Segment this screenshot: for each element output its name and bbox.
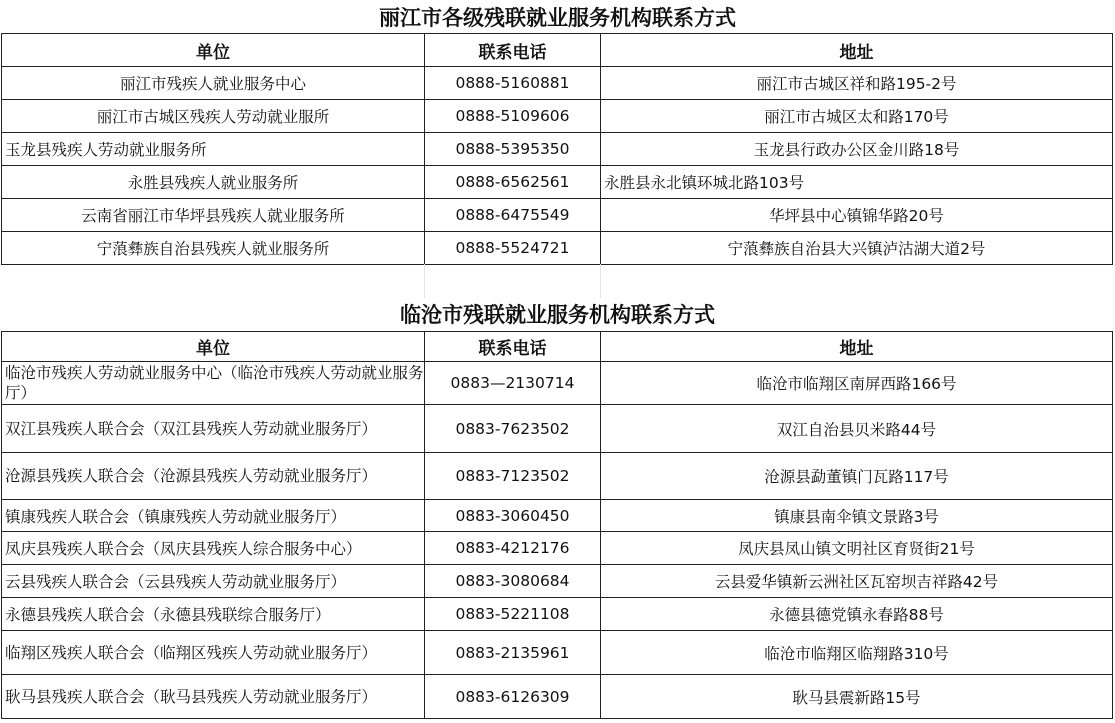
address-cell: 玉龙县行政办公区金川路18号	[601, 133, 1113, 166]
unit-cell: 镇康残疾人联合会（镇康残疾人劳动就业服务厅）	[2, 500, 425, 532]
phone-cell: 0883-7123502	[425, 453, 601, 500]
header-address: 地址	[601, 34, 1113, 67]
table-row	[2, 133, 1113, 166]
lijiang-title: 丽江市各级残联就业服务机构联系方式	[379, 6, 736, 30]
address-cell: 云县爱华镇新云洲社区瓦窑坝吉祥路42号	[601, 565, 1113, 598]
empty-spacer-rows	[1, 264, 1112, 298]
lincang-table	[1, 331, 1113, 719]
table-row	[2, 232, 1113, 265]
table-row	[2, 453, 1113, 500]
address-cell: 沧源县勐董镇门瓦路117号	[601, 453, 1113, 500]
address-cell: 宁蒗彝族自治县大兴镇泸沽湖大道2号	[601, 232, 1113, 265]
phone-cell: 0883-5221108	[425, 598, 601, 631]
unit-cell: 临翔区残疾人联合会（临翔区残疾人劳动就业服务厅）	[2, 631, 425, 675]
address-cell: 永德县德党镇永春路88号	[601, 598, 1113, 631]
unit-cell: 丽江市残疾人就业服务中心	[2, 67, 425, 100]
unit-cell: 双江县残疾人联合会（双江县残疾人劳动就业服务厅）	[2, 405, 425, 453]
table-row	[2, 565, 1113, 598]
unit-cell: 云南省丽江市华坪县残疾人就业服务所	[2, 199, 425, 232]
table-row	[2, 532, 1113, 565]
header-unit: 单位	[2, 332, 425, 362]
phone-cell: 0883-6126309	[425, 675, 601, 719]
phone-cell: 0883-3080684	[425, 565, 601, 598]
phone-cell: 0888-5109606	[425, 100, 601, 133]
phone-cell: 0883-7623502	[425, 405, 601, 453]
unit-cell: 云县残疾人联合会（云县残疾人劳动就业服务厅）	[2, 565, 425, 598]
address-cell: 临沧市临翔区临翔路310号	[601, 631, 1113, 675]
lijiang-table	[1, 33, 1113, 265]
lincang-title: 临沧市残联就业服务机构联系方式	[400, 303, 715, 327]
unit-cell: 耿马县残疾人联合会（耿马县残疾人劳动就业服务厅）	[2, 675, 425, 719]
phone-cell: 0883—2130714	[425, 362, 601, 405]
table-row	[2, 631, 1113, 675]
phone-cell: 0883-4212176	[425, 532, 601, 565]
table-row	[2, 675, 1113, 719]
table-header-row	[2, 332, 1113, 362]
phone-cell: 0888-5524721	[425, 232, 601, 265]
table-row	[2, 405, 1113, 453]
header-address: 地址	[601, 332, 1113, 362]
unit-cell: 凤庆县残疾人联合会（凤庆县残疾人综合服务中心）	[2, 532, 425, 565]
unit-cell: 宁蒗彝族自治县残疾人就业服务所	[2, 232, 425, 265]
table-row	[2, 100, 1113, 133]
address-cell: 丽江市古城区太和路170号	[601, 100, 1113, 133]
gridline	[1, 264, 601, 298]
header-unit: 单位	[2, 34, 425, 67]
address-cell: 镇康县南伞镇文景路3号	[601, 500, 1113, 532]
address-cell: 凤庆县凤山镇文明社区育贤街21号	[601, 532, 1113, 565]
header-phone: 联系电话	[425, 332, 601, 362]
phone-cell: 0888-5395350	[425, 133, 601, 166]
unit-cell: 丽江市古城区残疾人劳动就业服所	[2, 100, 425, 133]
phone-cell: 0888-5160881	[425, 67, 601, 100]
unit-cell: 永德县残疾人联合会（永德县残联综合服务厅）	[2, 598, 425, 631]
unit-cell: 沧源县残疾人联合会（沧源县残疾人劳动就业服务厅）	[2, 453, 425, 500]
header-phone: 联系电话	[425, 34, 601, 67]
table-row	[2, 598, 1113, 631]
address-cell: 丽江市古城区祥和路195-2号	[601, 67, 1113, 100]
table-row	[2, 362, 1113, 405]
phone-cell: 0883-3060450	[425, 500, 601, 532]
address-cell: 双江自治县贝米路44号	[601, 405, 1113, 453]
unit-cell: 玉龙县残疾人劳动就业服务所	[2, 133, 425, 166]
phone-cell: 0883-2135961	[425, 631, 601, 675]
phone-cell: 0888-6562561	[425, 166, 601, 199]
table-row	[2, 67, 1113, 100]
table-row	[2, 500, 1113, 532]
unit-cell: 临沧市残疾人劳动就业服务中心（临沧市残疾人劳动就业服务厅）	[2, 362, 425, 405]
address-cell: 华坪县中心镇锦华路20号	[601, 199, 1113, 232]
table-header-row	[2, 34, 1113, 67]
phone-cell: 0888-6475549	[425, 199, 601, 232]
address-cell: 临沧市临翔区南屏西路166号	[601, 362, 1113, 405]
table-row	[2, 199, 1113, 232]
address-cell: 永胜县永北镇环城北路103号	[601, 166, 1113, 199]
table-row	[2, 166, 1113, 199]
address-cell: 耿马县震新路15号	[601, 675, 1113, 719]
unit-cell: 永胜县残疾人就业服务所	[2, 166, 425, 199]
